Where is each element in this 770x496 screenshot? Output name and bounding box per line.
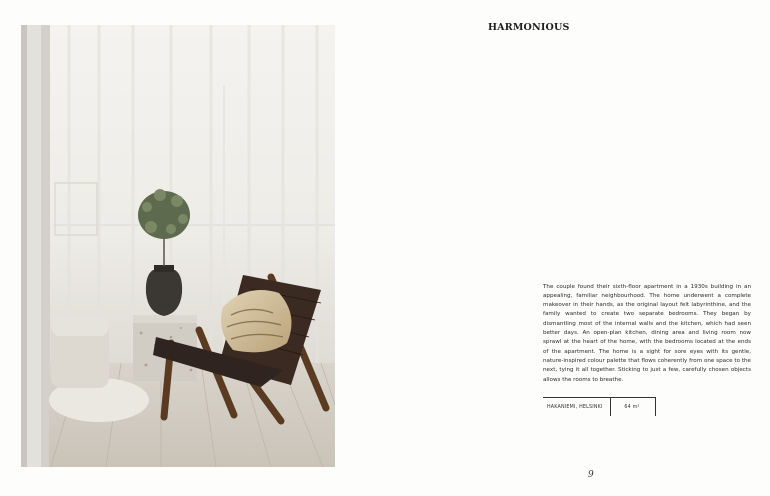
interior-photo: [21, 25, 335, 467]
location-cell: HAKANIEMI, HELSINKI: [543, 398, 611, 416]
page-number: 9: [588, 470, 594, 480]
section-header: HARMONIOUS: [488, 22, 570, 33]
size-cell: 64 m²: [611, 398, 656, 416]
article-paragraph: The couple found their sixth-floor apartment in a 1930s building in an appealing, familiar neighbourhood. The home underwent a complete makeover in their hands, as the original layout felt labyrinthine, and the family wanted to create two separate bedrooms. They began by dismantling most of the internal walls and the kitchen, which had seen better days. An open-plan kitchen, dining area and living room now sprawl at the heart of the home, with the bedrooms located at the ends of the apartment. The home is a sight for sore eyes with its gentle, nature-inspired colour palette that flows coherently from one space to the next, tying it all together. Sticking to just a few, carefully chosen objects allows the rooms to breathe.: [543, 283, 751, 383]
facts-table: [543, 397, 656, 416]
